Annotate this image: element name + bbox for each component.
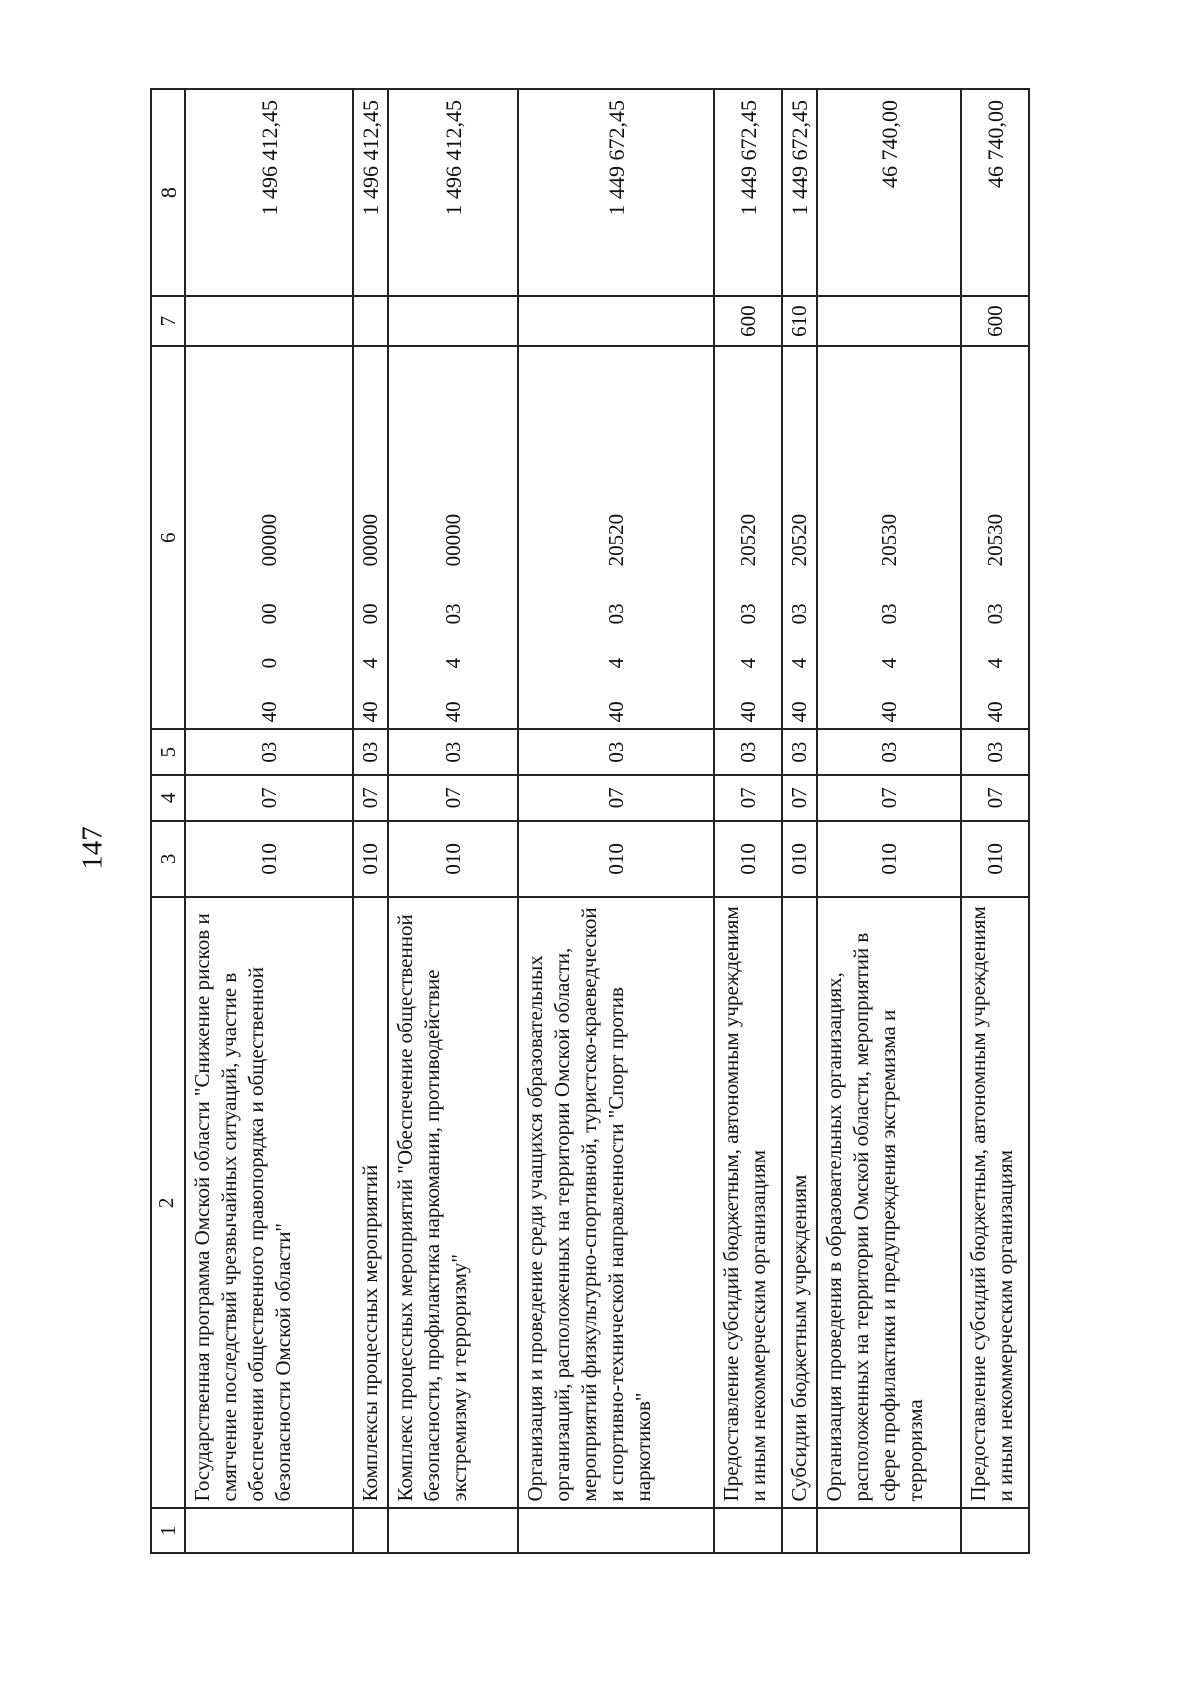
description-cell: Государственная программа Омской области "Снижение рисков и смягчение последствий чрезвычайных ситуаций, участие в обеспечении общественного правопорядка и общественной безопасности Омской области" bbox=[185, 897, 353, 1508]
code-part: 4 bbox=[603, 657, 628, 669]
code-part: 20530 bbox=[982, 513, 1007, 567]
description-cell: Комплекс процессных мероприятий "Обеспечение общественной безопасности, профилактика наркомании, противодействие экстремизму и терроризму" bbox=[388, 897, 518, 1508]
amount-cell: 46 740,00 bbox=[961, 89, 1029, 296]
target-code-cell bbox=[353, 346, 388, 729]
table-row bbox=[353, 89, 388, 1553]
code-part: 4 bbox=[440, 657, 465, 669]
row-number-cell bbox=[961, 1508, 1029, 1553]
table-row bbox=[388, 89, 518, 1553]
section-cell: 07 bbox=[518, 775, 714, 821]
target-code-cell bbox=[388, 346, 518, 729]
expense-type-cell: 610 bbox=[782, 296, 817, 346]
code-part: 40 bbox=[876, 701, 901, 723]
code-part: 00 bbox=[358, 603, 382, 625]
description-cell: Субсидии бюджетным учреждениям bbox=[782, 897, 817, 1508]
description-cell: Организация проведения в образовательных организациях, расположенных на территории Омской области, мероприятий в сфере профилактики и предупреждения экстремизма и терроризма bbox=[817, 897, 961, 1508]
expense-type-cell bbox=[518, 296, 714, 346]
code-part: 4 bbox=[735, 657, 760, 669]
page-number: 147 bbox=[76, 826, 109, 870]
admin-code-cell: 010 bbox=[714, 821, 782, 898]
expense-type-cell bbox=[185, 296, 353, 346]
code-part: 00000 bbox=[440, 513, 465, 567]
code-part: 40 bbox=[982, 701, 1007, 723]
section-cell: 07 bbox=[714, 775, 782, 821]
target-code-cell bbox=[782, 346, 817, 729]
header-cell: 2 bbox=[151, 897, 185, 1508]
row-number-cell bbox=[185, 1508, 353, 1553]
code-part: 20520 bbox=[603, 513, 628, 567]
row-number-cell bbox=[714, 1508, 782, 1553]
row-number-cell bbox=[388, 1508, 518, 1553]
target-code-cell bbox=[961, 346, 1029, 729]
admin-code-cell: 010 bbox=[961, 821, 1029, 898]
header-cell: 3 bbox=[151, 821, 185, 898]
header-cell: 6 bbox=[151, 346, 185, 729]
code-part: 00000 bbox=[256, 513, 281, 567]
subsection-cell: 03 bbox=[353, 729, 388, 775]
subsection-cell: 03 bbox=[518, 729, 714, 775]
code-part: 4 bbox=[787, 657, 811, 669]
code-part: 20530 bbox=[876, 513, 901, 567]
code-part: 00000 bbox=[358, 513, 382, 567]
code-part: 03 bbox=[440, 603, 465, 625]
admin-code-cell: 010 bbox=[782, 821, 817, 898]
subsection-cell: 03 bbox=[782, 729, 817, 775]
target-code-cell bbox=[817, 346, 961, 729]
section-cell: 07 bbox=[961, 775, 1029, 821]
row-number-cell bbox=[817, 1508, 961, 1553]
header-cell: 5 bbox=[151, 729, 185, 775]
amount-cell: 1 449 672,45 bbox=[518, 89, 714, 296]
code-part: 03 bbox=[982, 603, 1007, 625]
amount-cell: 1 449 672,45 bbox=[714, 89, 782, 296]
code-part: 40 bbox=[603, 701, 628, 723]
expense-type-cell: 600 bbox=[961, 296, 1029, 346]
code-part: 4 bbox=[358, 657, 382, 669]
admin-code-cell: 010 bbox=[353, 821, 388, 898]
code-part: 03 bbox=[735, 603, 760, 625]
section-cell: 07 bbox=[817, 775, 961, 821]
table-row bbox=[185, 89, 353, 1553]
code-part: 4 bbox=[982, 657, 1007, 669]
section-cell: 07 bbox=[185, 775, 353, 821]
section-cell: 07 bbox=[353, 775, 388, 821]
description-cell: Комплексы процессных мероприятий bbox=[353, 897, 388, 1508]
target-code-cell bbox=[518, 346, 714, 729]
code-part: 0 bbox=[256, 657, 281, 669]
expense-type-cell bbox=[388, 296, 518, 346]
amount-cell: 1 449 672,45 bbox=[782, 89, 817, 296]
section-cell: 07 bbox=[782, 775, 817, 821]
admin-code-cell: 010 bbox=[817, 821, 961, 898]
admin-code-cell: 010 bbox=[518, 821, 714, 898]
header-cell: 4 bbox=[151, 775, 185, 821]
amount-cell: 1 496 412,45 bbox=[185, 89, 353, 296]
admin-code-cell: 010 bbox=[388, 821, 518, 898]
code-part: 03 bbox=[787, 603, 811, 625]
table-row bbox=[518, 89, 714, 1553]
budget-table bbox=[150, 88, 1030, 1554]
code-part: 40 bbox=[440, 701, 465, 723]
expense-type-cell bbox=[817, 296, 961, 346]
expense-type-cell: 600 bbox=[714, 296, 782, 346]
code-part: 03 bbox=[876, 603, 901, 625]
code-part: 40 bbox=[787, 701, 811, 723]
header-cell: 1 bbox=[151, 1508, 185, 1553]
code-part: 20520 bbox=[787, 513, 811, 567]
table-row bbox=[817, 89, 961, 1553]
budget-table-wrapper bbox=[150, 88, 1080, 1554]
header-cell: 8 bbox=[151, 89, 185, 296]
row-number-cell bbox=[353, 1508, 388, 1553]
amount-cell: 1 496 412,45 bbox=[388, 89, 518, 296]
code-part: 40 bbox=[735, 701, 760, 723]
code-part: 00 bbox=[256, 603, 281, 625]
table-row bbox=[961, 89, 1029, 1553]
description-cell: Организация и проведение среди учащихся образовательных организаций, расположенных на территории Омской области, мероприятий физкультурно-спортивной, туристско-краеведческой и спортивно-технической направленности "Спорт против наркотиков" bbox=[518, 897, 714, 1508]
code-part: 20520 bbox=[735, 513, 760, 567]
description-cell: Предоставление субсидий бюджетным, автономным учреждениям и иным некоммерческим организациям bbox=[961, 897, 1029, 1508]
header-cell: 7 bbox=[151, 296, 185, 346]
subsection-cell: 03 bbox=[185, 729, 353, 775]
expense-type-cell bbox=[353, 296, 388, 346]
code-part: 03 bbox=[603, 603, 628, 625]
code-part: 4 bbox=[876, 657, 901, 669]
table-row bbox=[714, 89, 782, 1553]
table-header-row bbox=[151, 89, 185, 1553]
subsection-cell: 03 bbox=[388, 729, 518, 775]
code-part: 40 bbox=[358, 701, 382, 723]
description-cell: Предоставление субсидий бюджетным, автономным учреждениям и иным некоммерческим организациям bbox=[714, 897, 782, 1508]
table-row bbox=[782, 89, 817, 1553]
amount-cell: 1 496 412,45 bbox=[353, 89, 388, 296]
row-number-cell bbox=[782, 1508, 817, 1553]
section-cell: 07 bbox=[388, 775, 518, 821]
subsection-cell: 03 bbox=[714, 729, 782, 775]
admin-code-cell: 010 bbox=[185, 821, 353, 898]
row-number-cell bbox=[518, 1508, 714, 1553]
code-part: 40 bbox=[256, 701, 281, 723]
subsection-cell: 03 bbox=[817, 729, 961, 775]
subsection-cell: 03 bbox=[961, 729, 1029, 775]
amount-cell: 46 740,00 bbox=[817, 89, 961, 296]
target-code-cell bbox=[714, 346, 782, 729]
target-code-cell bbox=[185, 346, 353, 729]
